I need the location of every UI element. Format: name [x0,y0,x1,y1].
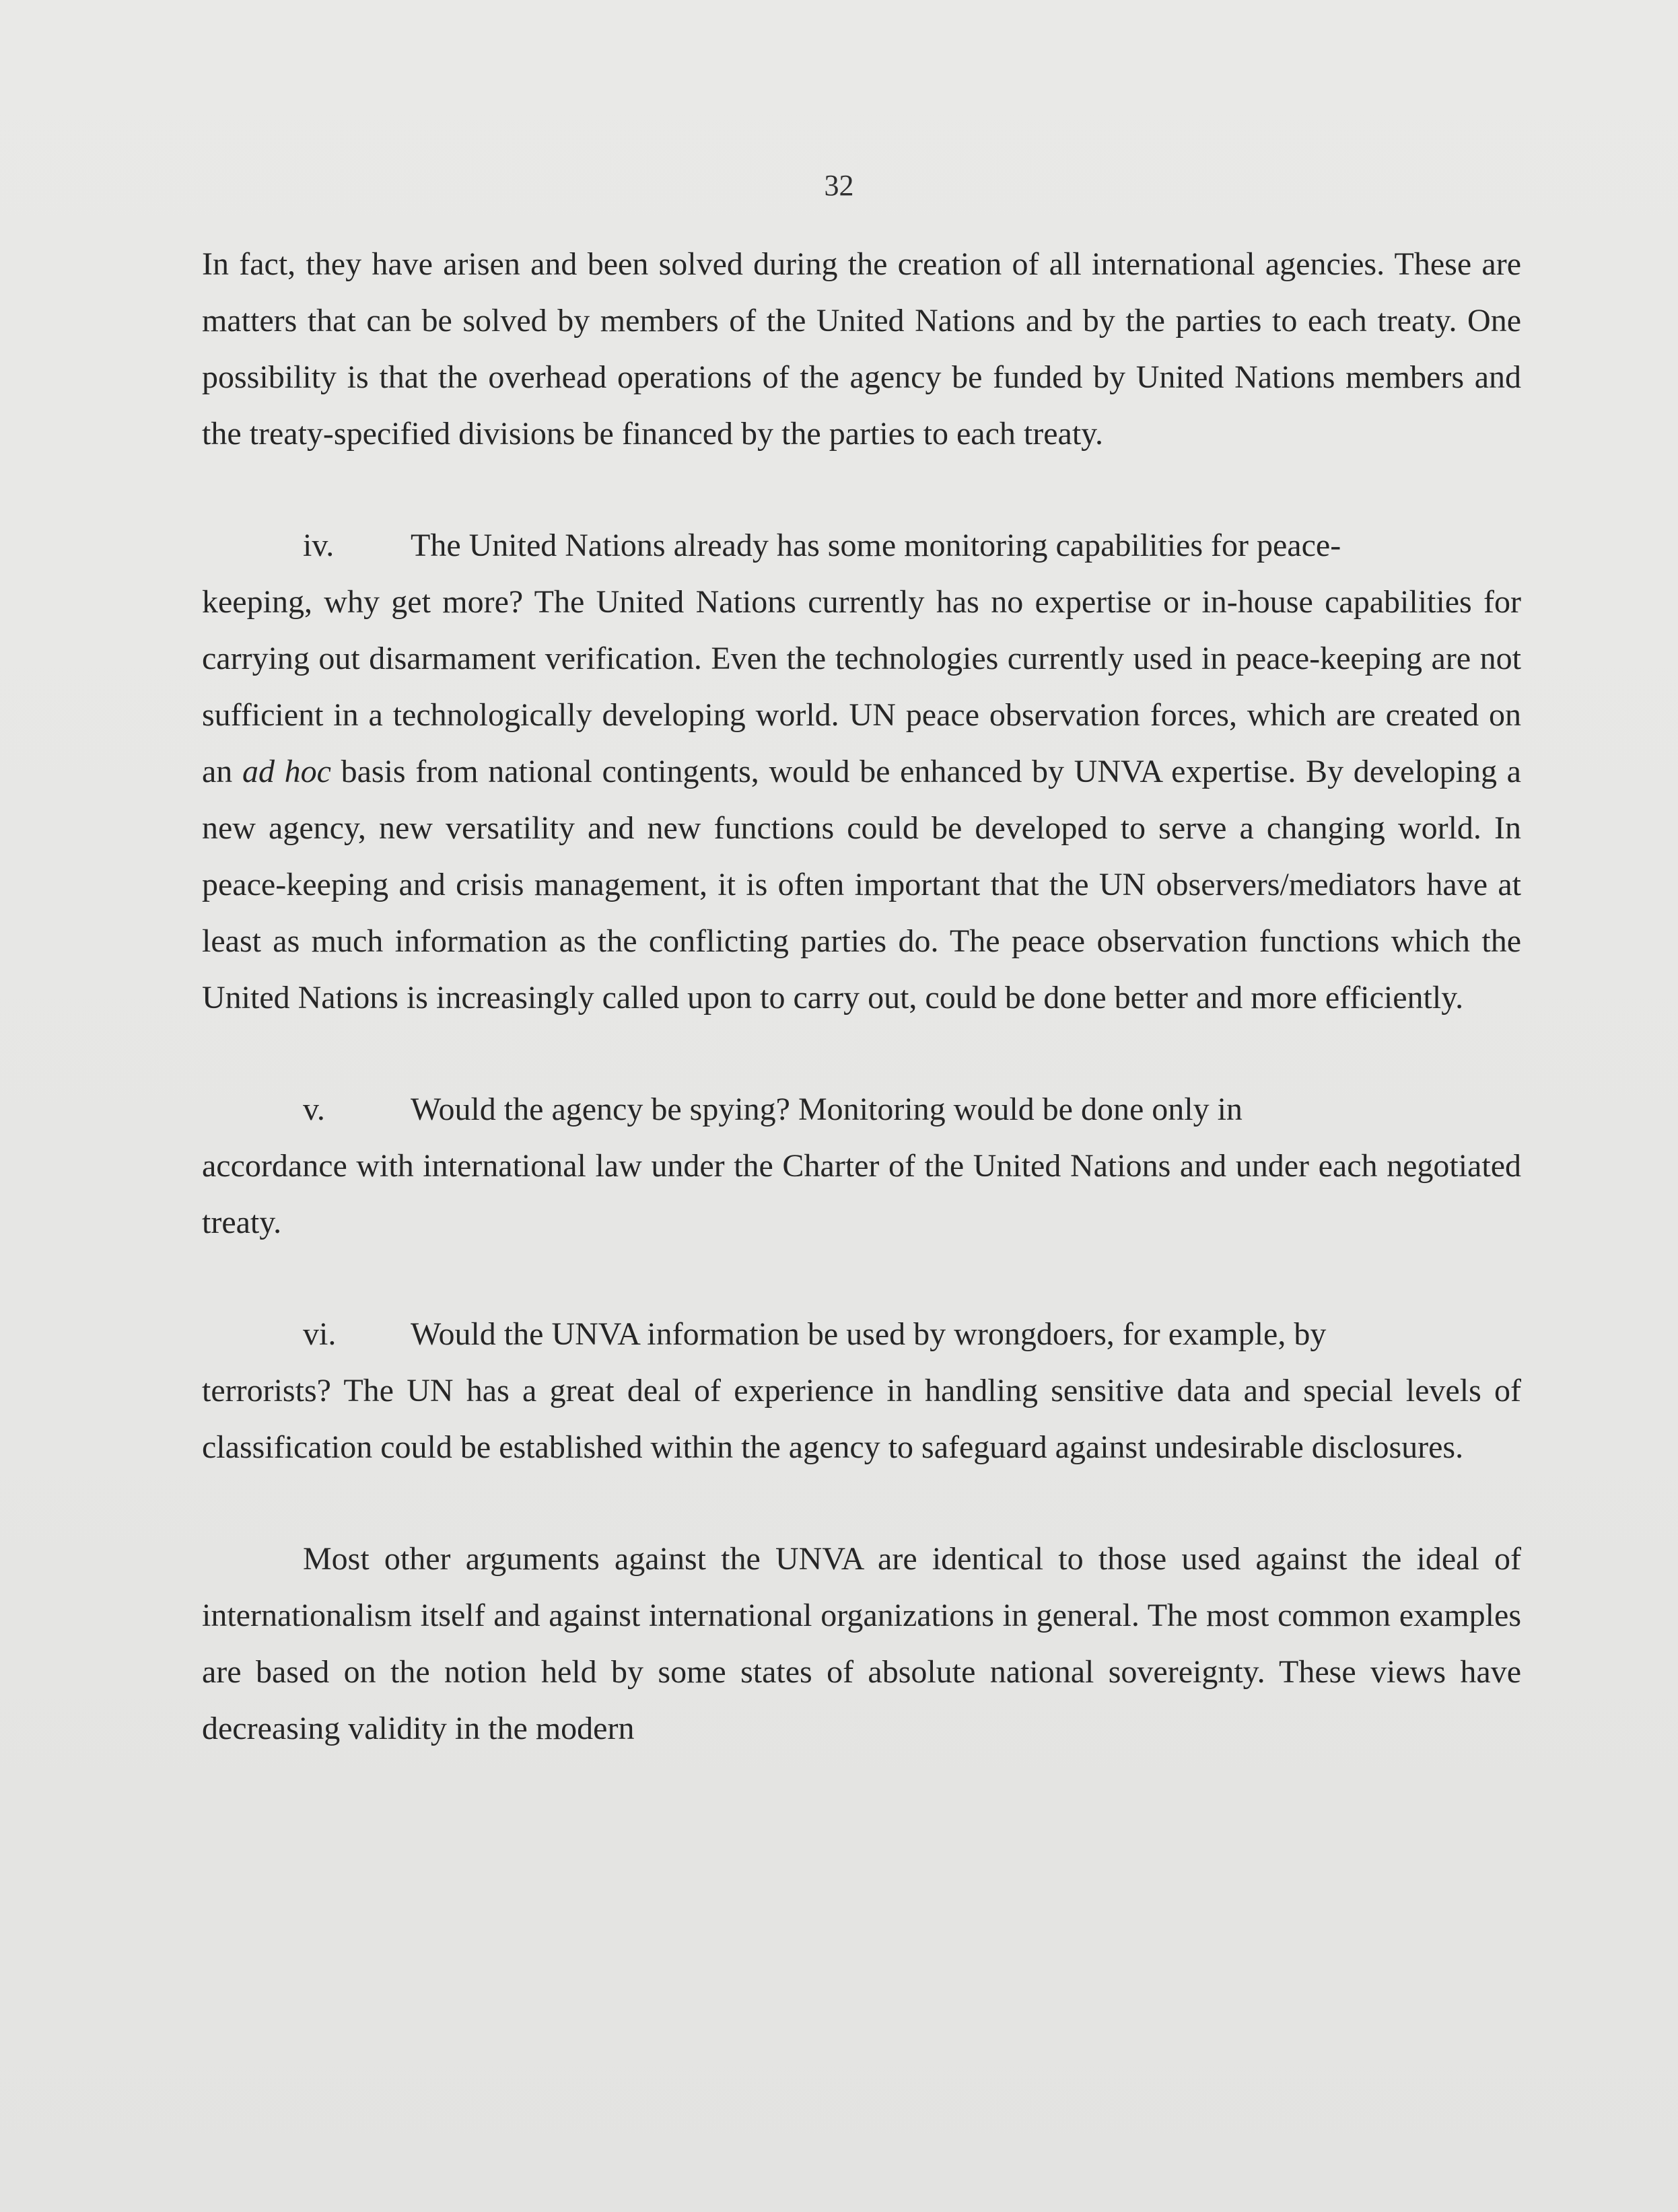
list-item-v-body: accordance with international law under the Charter of the United Nations and under each negotiated treaty. [202,1148,1521,1240]
list-item-v-first-line [202,1081,1521,1138]
paragraph-funding: In fact, they have arisen and been solved during the creation of all international agencies. These are matters that can be solved by members of the United Nations and by the parties to each treaty. One possibility is that the overhead operations of the agency be funded by United Nations members and the treaty-specified divisions be financed by the parties to each treaty. [202,246,1521,452]
list-item-v-question: Would the agency be spying? Monitoring would be done only in [411,1092,1243,1127]
list-item-iv-first-line [202,518,1521,574]
list-item-iv-text-a: keeping, why get more? The United Nations currently has no expertise or in-house capabilities for carrying out disarmament verification. Even the technologies currently used in peace-keeping are not sufficient in a technologically developing world. UN peace observation forces, which are created on an [202,584,1521,789]
list-item-iv [202,518,1521,1026]
page-number: 32 [824,169,854,202]
list-marker-vi: vi. [303,1316,337,1352]
list-marker-iv: iv. [303,528,335,563]
list-marker-v: v. [303,1092,325,1127]
paragraph-arguments: Most other arguments against the UNVA are identical to those used against the ideal of internationalism itself and against international organizations in general. The most common examples are based on the notion held by some states of absolute national sovereignty. These views have decreasing validity in the modern [202,1541,1521,1746]
list-item-vi-question: Would the UNVA information be used by wrongdoers, for example, by [411,1316,1327,1352]
list-item-iv-text-b: basis from national contingents, would be enhanced by UNVA expertise. By developing a new agency, new versatility and new functions could be developed to serve a changing world. In peace-keeping and crisis management, it is often important that the UN observers/mediators have at least as much information as the conflicting parties do. The peace observation functions which the United Nations is increasingly called upon to carry out, could be done better and more efficiently. [202,754,1521,1015]
list-item-v [202,1081,1521,1251]
list-item-vi-body: terrorists? The UN has a great deal of experience in handling sensitive data and special levels of classification could be established within the agency to safeguard against undesirable disclosures. [202,1373,1521,1465]
list-item-iv-question: The United Nations already has some monitoring capabilities for peace- [411,528,1341,563]
list-item-vi-first-line [202,1306,1521,1363]
body-text [202,236,1521,1757]
italic-ad-hoc: ad hoc [242,754,331,789]
list-item-vi [202,1306,1521,1476]
list-item-iv-body [202,574,1521,1026]
